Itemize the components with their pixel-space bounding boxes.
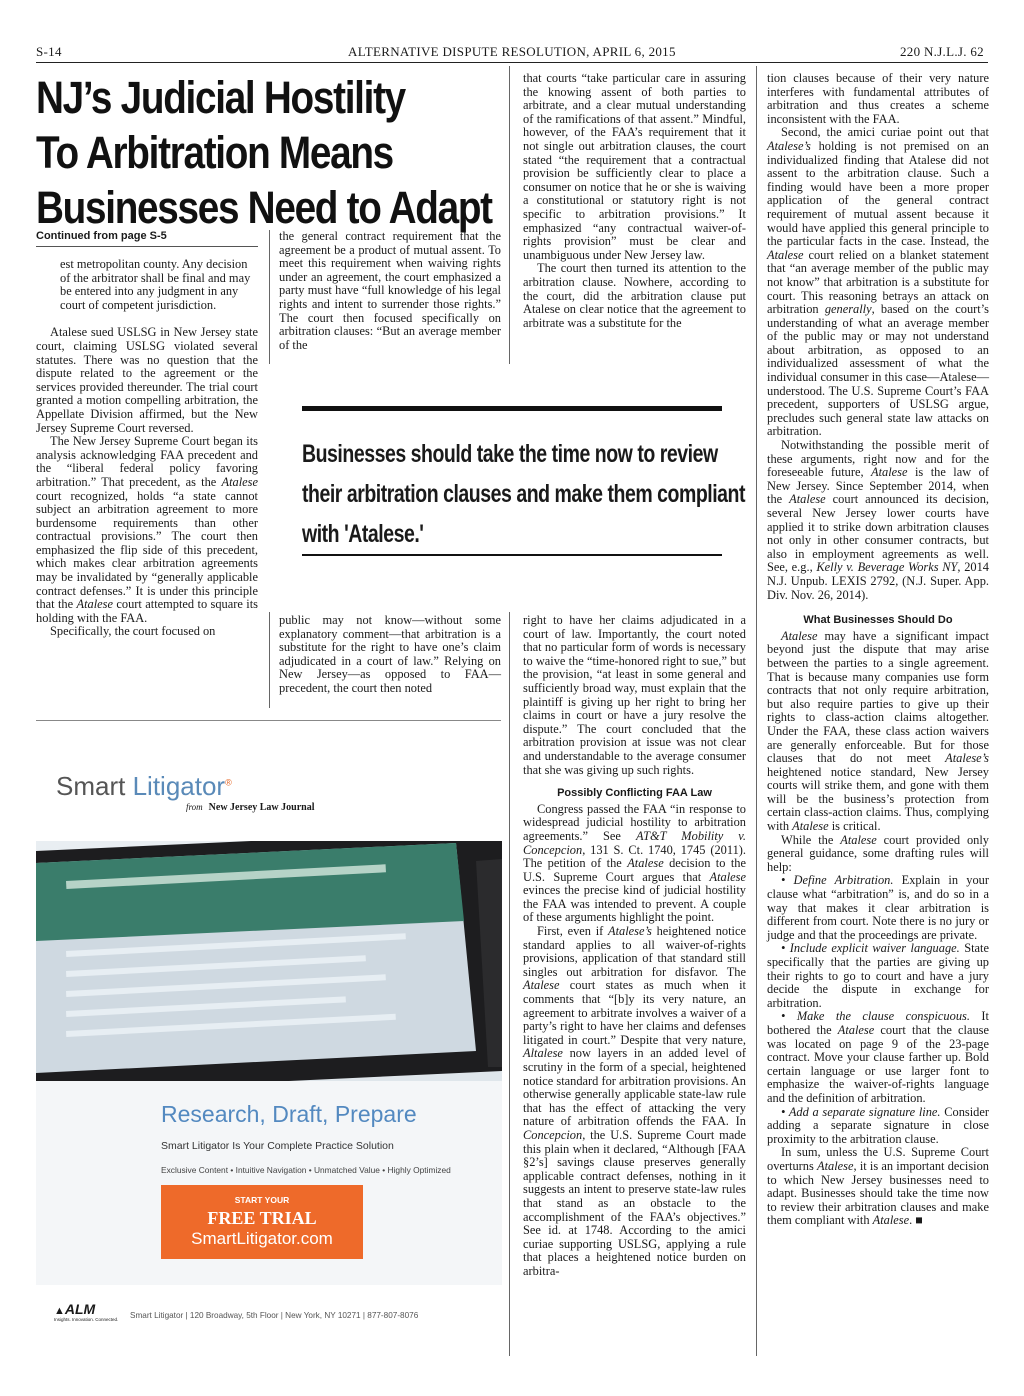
tablet-image	[36, 841, 502, 1081]
column-2-top: the general contract requirement that the agreement be a product of mutual assent. To meet this requirement when waiving rights under an agreement, the court emphasized a party must have “full knowledge of his legal rights and intent to surrender those rights.” The court then focused specifically on arbitration clauses: “But an average member of the	[279, 229, 501, 352]
pullquote-line: Businesses should take the time now to review	[302, 440, 718, 468]
column-divider	[269, 230, 270, 364]
page-number: S-14	[36, 44, 62, 59]
citation: 220 N.J.L.J. 62	[900, 44, 984, 59]
pullquote-rule-bottom	[302, 554, 722, 556]
paragraph: First, even if Atalese’s heightened notice standard applies to all waiver-of-rights provisions, application of that standard still singles out arbitration for disfavor. The Atalese court states as much when it comments that “[b]y its very nature, an agreement to arbitrate involves a waiver of a party’s right to have her claims and defenses litigated in court.” Despite that very nature, Altalese now layers in an added level of scrutiny in the form of a special, heightened notice standard for arbitration provisions. An otherwise generally applicable state-law rule that has the effect of attacking the very nature of arbitration offends the FAA. In Concepcion, the U.S. Supreme Court made this plain when it declared, “Although [FAA §2’s] savings clause preserves generally applicable contract defenses, nothing in it suggests an intent to preserve state-law rules that stand as an obstacle to the accomplishment of the FAA’s objectives.” See id. at 1748. According to the amici curiae supporting USLSG, applying a rule that places a heightened notice burden on arbitra-	[523, 924, 746, 1278]
ad-address: Smart Litigator | 120 Broadway, 5th Floor | New York, NY 10271 | 877-807-8076	[130, 1311, 419, 1320]
bullet: • Add a separate signature line. Consider adding a separate signature in close proximity to the arbitration clause.	[767, 1104, 989, 1146]
paragraph: The New Jersey Supreme Court began its analysis acknowledging FAA precedent and the “liberal federal policy favoring arbitration.” That precedent, as the Atalese court recognized, holds “a state cannot subject an arbitration agreement to more burdensome requirements than other contractual provisions.” The court then emphasized the flip side of this precedent, which makes clear arbitration agreements may be invalidated by “generally applicable contract defenses.” It is under this principle that the Atalese court attempted to square its holding with the FAA.	[36, 434, 258, 625]
cta-url: SmartLitigator.com	[191, 1229, 333, 1248]
cta-top: START YOUR	[234, 1195, 290, 1205]
subheading: Possibly Conflicting FAA Law	[557, 787, 712, 800]
column-1	[36, 258, 258, 639]
paragraph: Notwithstanding the possible merit of these arguments, right now and for the foreseeable future, Atalese is the law of New Jersey. Since September 2014, when the Atalese court announced its decision, several New Jersey lower courts have applied it to strike down arbitration clauses not only in other consumer contracts, but also in employment agreements as well. See, e.g., Kelly v. Beverage Works NY, 2014 N.J. Unpub. LEXIS 2792, (N.J. Super. App. Div. Nov. 26, 2014).	[767, 438, 989, 602]
pullquote-line: their arbitration clauses and make them compliant	[302, 480, 746, 508]
column-4	[767, 72, 989, 1228]
headline-line: Businesses Need to Adapt	[36, 182, 492, 233]
paragraph: right to have her claims adjudicated in a court of law. Importantly, the court noted that no particular form of words is necessary to waive the “time-honored right to sue,” but the provision, “at least in some general and sufficiently broad way, must explain that the plaintiff is giving up her right to bring her claims in court or have a jury resolve the dispute.” The court concluded that the arbitration provision at issue was not clear and understandable to the average consumer that she was giving up such rights.	[523, 613, 746, 777]
paragraph: Atalese may have a significant impact beyond just the dispute that may arise between the parties to a single agreement. That is because many companies use form contracts that not only require arbitration, but also require parties to give up their rights to class-action claims altogether. Under the FAA, these class action waivers are generally enforceable. But for those clauses that do not meet Atalese’s heightened notice standard, New Jersey courts will strike them, and gone with them will be the business’s protection from certain class-action claims. Thus, complying with Atalese is critical.	[767, 628, 989, 834]
free-trial-button[interactable]	[161, 1185, 363, 1259]
paragraph: While the Atalese court provided only general guidance, some drafting rules will help:	[767, 832, 990, 874]
paragraph: tion clauses because of their very nature interferes with fundamental attributes of arbitration and thus creates a scheme inconsistent with the FAA.	[767, 71, 989, 126]
smart-litigator-logo: Smart Litigator®	[56, 771, 232, 801]
column-2-bottom: public may not know—without some explanatory comment—that arbitration is a substitute for the right to have one’s claim adjudicated in a court of law.” Relying on New Jersey—as opposed to FAA—precedent, the court then noted	[279, 613, 501, 695]
cta-main: FREE TRIAL	[207, 1208, 317, 1228]
headline-line: To Arbitration Means	[36, 127, 393, 178]
header-rule	[36, 62, 988, 63]
from-journal: from New Jersey Law Journal	[186, 802, 315, 813]
bullet: • Define Arbitration. Explain in your clause what “arbitration” is, and do so in a way that makes it clear arbitration is different from court. Note there is no jury or judge and that the proceedings are private.	[767, 873, 990, 942]
ad-headline: Research, Draft, Prepare	[161, 1101, 417, 1127]
smart-litigator-ad[interactable]	[36, 745, 502, 1339]
headline-line: NJ’s Judicial Hostility	[36, 72, 405, 123]
pullquote-line: with 'Atalese.'	[302, 520, 424, 548]
column-3-top	[523, 72, 746, 330]
ad-header	[36, 745, 502, 845]
ad-tagline: Smart Litigator Is Your Complete Practice Solution	[161, 1140, 394, 1152]
column-divider	[269, 612, 270, 708]
ad-top-rule	[36, 720, 501, 721]
paragraph: that courts “take particular care in assuring the knowing assent of both parties to arbitrate, and a clear mutual understanding of the ramifications of that assent.” Mindful, however, of the FAA’s requirement that it not single out arbitration clauses, the court stated “the requirement that a contractual provision be sufficiently clear to place a consumer on notice that he or she is waiving a constitutional or statutory right is not specific to arbitration provisions.” It emphasized “any contractual waiver-of-rights provision” must be clear and unambiguous under New Jersey law.	[523, 71, 746, 262]
paragraph: Second, the amici curiae point out that Atalese’s holding is not premised on an individualized finding that Atalese did not assent to the arbitration clause. Such a finding would have been a more proper application of the general contract requirement of mutual assent because it would have applied this general principle to the particular facts in the case. Instead, the Atalese court relied on a blanket statement that “an average member of the public may not know” that arbitration is a substitute for court. This reasoning betrays an attack on arbitration generally, based on the court’s understanding of what an average member of the public may or may not understand about arbitration, as opposed to an individualized assessment of what the individual consumer in this case—Atalese—understood. The U.S. Supreme Court’s FAA precedent, supporters of USLSG argue, precludes such general state law attacks on arbitration.	[767, 125, 989, 439]
column-3-bottom	[523, 614, 746, 1279]
ad-features: Exclusive Content • Intuitive Navigation • Unmatched Value • Highly Optimized	[161, 1165, 451, 1175]
bullet: • Include explicit waiver language. State specifically that the parties are giving up their rights to go to court and have a jury decide the dispute in exchange for arbitration.	[767, 941, 989, 1010]
subheading: What Businesses Should Do	[803, 614, 953, 627]
section-title: ALTERNATIVE DISPUTE RESOLUTION, APRIL 6, 2015	[348, 44, 676, 59]
pull-quote	[302, 434, 746, 554]
paragraph: Atalese sued USLSG in New Jersey state court, claiming USLSG violated several statutes. There was no question that the dispute related to the agreement or the services provided thereunder. The trial court granted a motion compelling arbitration, the Appellate Division affirmed, but the New Jersey Supreme Court reversed.	[36, 325, 258, 435]
column-divider	[756, 66, 757, 1356]
column-divider	[509, 612, 510, 1356]
paragraph: Congress passed the FAA “in response to widespread judicial hostility to arbitration agreements.” See AT&T Mobility v. Concepcion, 131 S. Ct. 1740, 1745 (2011). The petition of the Atalese decision to the U.S. Supreme Court argues that Atalese evinces the precise kind of judicial hostility the FAA was intended to prevent. A couple of these arguments highlight the point.	[523, 801, 746, 925]
article-headline	[36, 70, 492, 235]
continued-rule	[36, 246, 258, 247]
paragraph: In sum, unless the U.S. Supreme Court overturns Atalese, it is an important decision to which New Jersey businesses need to adapt. Businesses should take the time now to review their arbitration clauses and make them compliant with Atalese. ■	[767, 1145, 989, 1228]
paragraph: Specifically, the court focused on	[50, 624, 216, 639]
alm-logo: ▲ALM Insights. Innovation. Connected.	[54, 1301, 119, 1322]
column-divider	[509, 66, 510, 364]
paragraph: The court then turned its attention to the arbitration clause. Nowhere, according to the court, did the arbitration clause put Atalese on clear notice that the agreement to arbitrate was a substitute for the	[523, 261, 746, 330]
pullquote-rule-top	[302, 406, 722, 411]
ad-footer	[36, 1285, 502, 1339]
bullet: • Make the clause conspicuous. It bothered the Atalese court that the clause was located on page 9 of the 23-page contract. Move your clause farther up. Bold certain language or use larger font to emphasize the waiver-of-rights language and the definition of arbitration.	[767, 1009, 989, 1105]
contract-quote: est metropolitan county. Any decision of the arbitrator shall be final and may be entered into any judgment in any court of competent jurisdiction.	[60, 257, 251, 312]
continued-line: Continued from page S-5	[36, 230, 167, 242]
